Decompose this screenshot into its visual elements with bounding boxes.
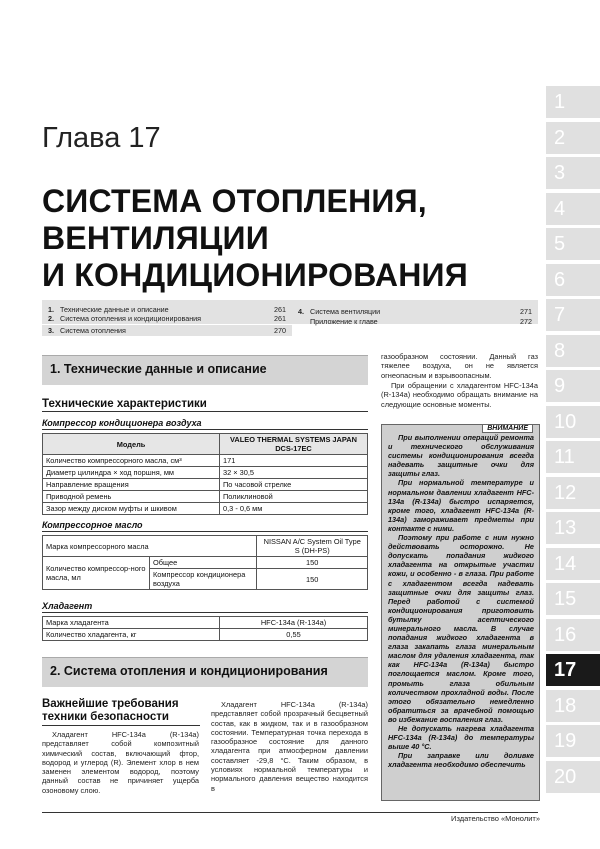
warning-badge: ВНИМАНИЕ [482,424,533,433]
body-text: газообразном состоянии. Данный газ тяжелее воздуха, он не является огнеопасным и взрывоопасным. [381,352,538,380]
chapter-tab-8[interactable] [546,335,600,370]
section-header: 1. Технические данные и описание [42,355,368,385]
table-caption: Хладагент [42,601,368,613]
body-text: Хладагент HFC-134a (R-134a) представляет собой прозрачный бесцветный состав, как в жидком, так и в газообразном состоянии. Температурная точка перехода в газообразное состояние для данного хладагента при атмосферном давлении составляет -29,8 °С. Таким образом, в условиях нормальной температуры и нормального давления вещество находится в [211,700,368,793]
chapter-tab-2[interactable] [546,122,600,157]
chapter-label: Глава 17 [42,122,161,154]
chapter-tab-label: 9 [554,375,566,397]
toc-item[interactable]: Приложение к главе 272 [310,317,532,326]
chapter-tab-13[interactable] [546,512,600,547]
chapter-tab-label: 18 [554,694,577,717]
chapter-tab-label: 16 [554,623,577,646]
chapter-tab-6[interactable] [546,264,600,299]
body-text: При обращении с хладагентом HFC-134a (R-134a) необходимо обращать внимание на следующие основные моменты. [381,381,538,409]
chapter-tab-15[interactable] [546,583,600,618]
subsection-title: Важнейшие требования техники безопасности [42,698,200,726]
refrigerant-table: Марка хладагента HFC-134a (R-134a) Количество хладагента, кг 0,55 [42,616,368,641]
chapter-tab-label: 5 [554,233,566,255]
footer-divider [42,812,538,813]
chapter-tab-label: 14 [554,552,577,575]
warning-text: При выполнении операций ремонта и технического обслуживания системы кондиционирования всегда надевать защитные очки для защиты глаз. При нормальной температуре и нормальном давлении хладагент HFC-134a (R-134a) быстро испаряется, кроме того, хладагент HFC-134a (R-134a) замораживает предметы при контакте с ними. Поэтому при работе с ним нужно действовать осторожно. Не допускать попадания жидкого хладагента на открытые участки кожи, и особенно - в глаза. При работе с хладагентом всегда надевать защитные очки для защиты глаз. Перед работой с системой кондиционирования приготовить бутылку асептического минерального масла. В случае попадания жидкого хладагента в глаза закапать глаза минеральным маслом для удаления хладагента, так как HFC-134a (R-134a) быстро поглощается маслом. Кроме того, промыть глаза обильным количеством прохладной воды. После этого обязательно немедленно обратиться за врачебной помощью во избежание воспаления глаз. Не допускать нагрева хладагента HFC-134a (R-134a) до температуры выше 40 °С. При заправке или доливке хладагента необходимо обеспечить [388,433,534,770]
title-line: И КОНДИЦИОНИРОВАНИЯ [42,257,468,293]
chapter-tab-label: 7 [554,304,566,326]
chapter-tab-4[interactable] [546,193,600,228]
chapter-tab-12[interactable] [546,477,600,512]
chapter-tab-label: 1 [554,91,566,113]
chapter-tab-10[interactable] [546,406,600,441]
chapter-tab-5[interactable] [546,228,600,263]
chapter-tab-label: 12 [554,481,577,504]
section-header: 2. Система отопления и кондиционирования [42,657,368,687]
chapter-tab-label: 10 [554,410,577,433]
chapter-tab-17[interactable] [546,654,600,689]
chapter-tab-label: 2 [554,126,566,149]
chapter-tab-20[interactable] [546,761,600,796]
toc-item[interactable]: 2. Система отопления и кондиционирования 261 [48,314,286,323]
table-caption: Компрессор кондиционера воздуха [42,418,368,430]
warning-box [381,424,540,801]
chapter-tab-label: 20 [554,765,577,788]
oil-table: Марка компрессорного масла NISSAN A/C System Oil Type S (DH-PS) Количество компрессор-ного масла, мл Общее 150 Компрессор кондиционера воздуха 150 [42,535,368,590]
toc-item[interactable]: 3. Система отопления 270 [48,326,286,335]
chapter-title [42,183,468,294]
toc-item[interactable]: 1. Технические данные и описание 261 [48,305,286,314]
publisher-label: Издательство «Монолит» [451,814,540,823]
chapter-tab-label: 3 [554,162,566,184]
title-line: СИСТЕМА ОТОПЛЕНИЯ, [42,183,427,219]
subsection-title: Технические характеристики [42,398,368,412]
chapter-tab-label: 17 [554,659,577,681]
chapter-tab-label: 4 [554,197,566,220]
table-caption: Компрессорное масло [42,520,368,532]
toc-item[interactable]: 4. Система вентиляции 271 [298,307,532,316]
chapter-tab-label: 15 [554,588,577,610]
compressor-table: Модель VALEO THERMAL SYSTEMS JAPAN DCS-17EC Количество компрессорного масла, см³ 171 Диаметр цилиндра × ход поршня, мм 32 × 30,5 Направление вращения По часовой стрелке Приводной ремень Поликлиновой Зазор между диском муфты и шкивом 0,3 - 0,6 мм [42,433,368,515]
chapter-tab-7[interactable] [546,299,600,334]
chapter-tab-18[interactable] [546,690,600,725]
chapter-tab-16[interactable] [546,619,600,654]
chapter-tab-label: 11 [554,446,575,468]
chapter-tab-1[interactable] [546,86,600,121]
chapter-tab-label: 8 [554,339,566,362]
chapter-tab-14[interactable] [546,548,600,583]
title-line: ВЕНТИЛЯЦИИ [42,220,269,256]
chapter-tab-label: 19 [554,730,577,752]
body-text: Хладагент HFC-134a (R-134a) представляет собой композитный химический состав, включающий фтор, водород и углерод (R). Элемент хлор в нем заменен элементом водород, поэтому данный состав не причиняет ущерба озоновому слою. [42,730,199,795]
chapter-tab-3[interactable] [546,157,600,192]
chapter-tab-label: 13 [554,517,577,539]
chapter-tab-label: 6 [554,268,566,291]
chapter-tab-9[interactable] [546,370,600,405]
chapter-tab-19[interactable] [546,725,600,760]
chapter-tab-11[interactable] [546,441,600,476]
